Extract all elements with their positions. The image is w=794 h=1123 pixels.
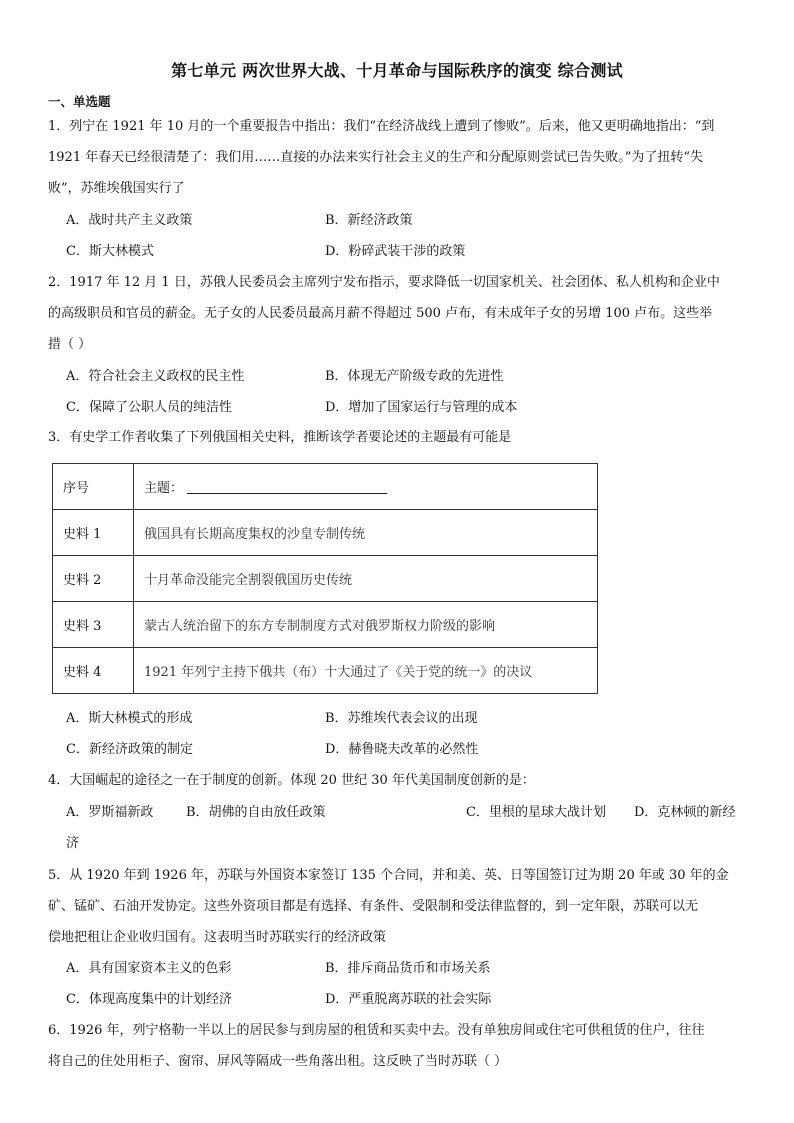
table-cell-text: 俄国具有长期高度集权的沙皇专制传统: [134, 510, 598, 556]
q4-option-d[interactable]: D．克林顿的新经: [634, 805, 736, 820]
table-header-cell: 序号: [53, 464, 134, 510]
q5-option-d[interactable]: D．严重脱离苏联的社会实际: [325, 992, 492, 1007]
theme-blank-line: [187, 481, 387, 494]
q2-option-a[interactable]: A．符合社会主义政权的民主性: [66, 369, 245, 384]
q4-option-a[interactable]: A．罗斯福新政: [66, 805, 154, 820]
q1-text-line: 败”，苏维埃俄国实行了: [48, 181, 185, 196]
q2-option-d[interactable]: D．增加了国家运行与管理的成本: [325, 400, 518, 415]
page-title: 第七单元 两次世界大战、十月革命与国际秩序的演变 综合测试: [171, 61, 623, 80]
source-table: [52, 463, 598, 694]
table-cell-text: 1921 年列宁主持下俄共（布）十大通过了《关于党的统一》的决议: [134, 648, 598, 694]
table-header-theme: [134, 464, 598, 510]
q5-text-line: 5．从 1920 年到 1926 年，苏联与外国资本家签订 135 个合同，并和美、英、日等国签订过为期 20 年或 30 年的金: [48, 868, 729, 883]
q1-option-b[interactable]: B．新经济政策: [325, 213, 413, 228]
table-cell-label: 史料 4: [53, 648, 134, 694]
q1-text-line: 1921 年春天已经很清楚了：我们用……直接的办法来实行社会主义的生产和分配原则尝试已告失败。”为了扭转“失: [48, 150, 704, 165]
table-cell-label: 史料 1: [53, 510, 134, 556]
q1-option-a[interactable]: A．战时共产主义政策: [66, 213, 193, 228]
q1-option-d[interactable]: D．粉碎武装干涉的政策: [325, 244, 466, 259]
q2-text-line: 措（ ）: [48, 337, 92, 352]
table-row: [53, 648, 598, 694]
q4-option-c[interactable]: C．里根的星球大战计划: [466, 805, 606, 820]
q1-text-line: 1．列宁在 1921 年 10 月的一个重要报告中指出：我们“在经济战线上遭到了惨败”。后来，他又更明确地指出：“到: [48, 119, 715, 134]
table-header-row: [53, 464, 598, 510]
table-cell-label: 史料 3: [53, 602, 134, 648]
q6-text-line: 6．1926 年，列宁格勒一半以上的居民参与到房屋的租赁和买卖中去。没有单独房间或住宅可供租赁的住户，往往: [48, 1023, 705, 1038]
q3-option-a[interactable]: A．斯大林模式的形成: [66, 711, 193, 726]
q2-text-line: 2．1917 年 12 月 1 日，苏俄人民委员会主席列宁发布指示，要求降低一切国家机关、社会团体、私人机构和企业中: [48, 275, 720, 290]
table-row: [53, 510, 598, 556]
q5-text-line: 矿、锰矿、石油开发协定。这些外资项目都是有选择、有条件、受限制和受法律监督的，到一定年限，苏联可以无: [48, 899, 699, 914]
q5-option-c[interactable]: C．体现高度集中的计划经济: [66, 992, 232, 1007]
q3-option-d[interactable]: D．赫鲁晓夫改革的必然性: [325, 742, 479, 757]
q1-option-c[interactable]: C．斯大林模式: [66, 244, 154, 259]
q6-text-line: 将自己的住处用柜子、窗帘、屏风等隔成一些角落出租。这反映了当时苏联（ ）: [48, 1054, 508, 1069]
table-cell-label: 史料 2: [53, 556, 134, 602]
q2-option-b[interactable]: B．体现无产阶级专政的先进性: [325, 369, 504, 384]
q4-option-b[interactable]: B．胡佛的自由放任政策: [186, 805, 326, 820]
table-row: [53, 602, 598, 648]
q5-option-b[interactable]: B．排斥商品货币和市场关系: [325, 961, 491, 976]
q3-text-line: 3．有史学工作者收集了下列俄国相关史料，推断该学者要论述的主题最有可能是: [48, 430, 512, 445]
q3-option-b[interactable]: B．苏维埃代表会议的出现: [325, 711, 478, 726]
table-cell-text: 十月革命没能完全割裂俄国历史传统: [134, 556, 598, 602]
q2-text-line: 的高级职员和官员的薪金。无子女的人民委员最高月薪不得超过 500 卢布，有未成年子女的另增 100 卢布。这些举: [48, 306, 713, 321]
q4-option-d-continued: 济: [66, 836, 80, 851]
q3-option-c[interactable]: C．新经济政策的制定: [66, 742, 193, 757]
section-heading: 一、单选题: [48, 94, 111, 109]
table-row: [53, 556, 598, 602]
q4-text-line: 4．大国崛起的途径之一在于制度的创新。体现 20 世纪 30 年代美国制度创新的是：: [48, 773, 535, 788]
q5-option-a[interactable]: A．具有国家资本主义的色彩: [66, 961, 232, 976]
q5-text-line: 偿地把租让企业收归国有。这表明当时苏联实行的经济政策: [48, 930, 387, 945]
table-cell-text: 蒙古人统治留下的东方专制制度方式对俄罗斯权力阶级的影响: [134, 602, 598, 648]
theme-label: 主题：: [144, 481, 184, 496]
q2-option-c[interactable]: C．保障了公职人员的纯洁性: [66, 400, 232, 415]
